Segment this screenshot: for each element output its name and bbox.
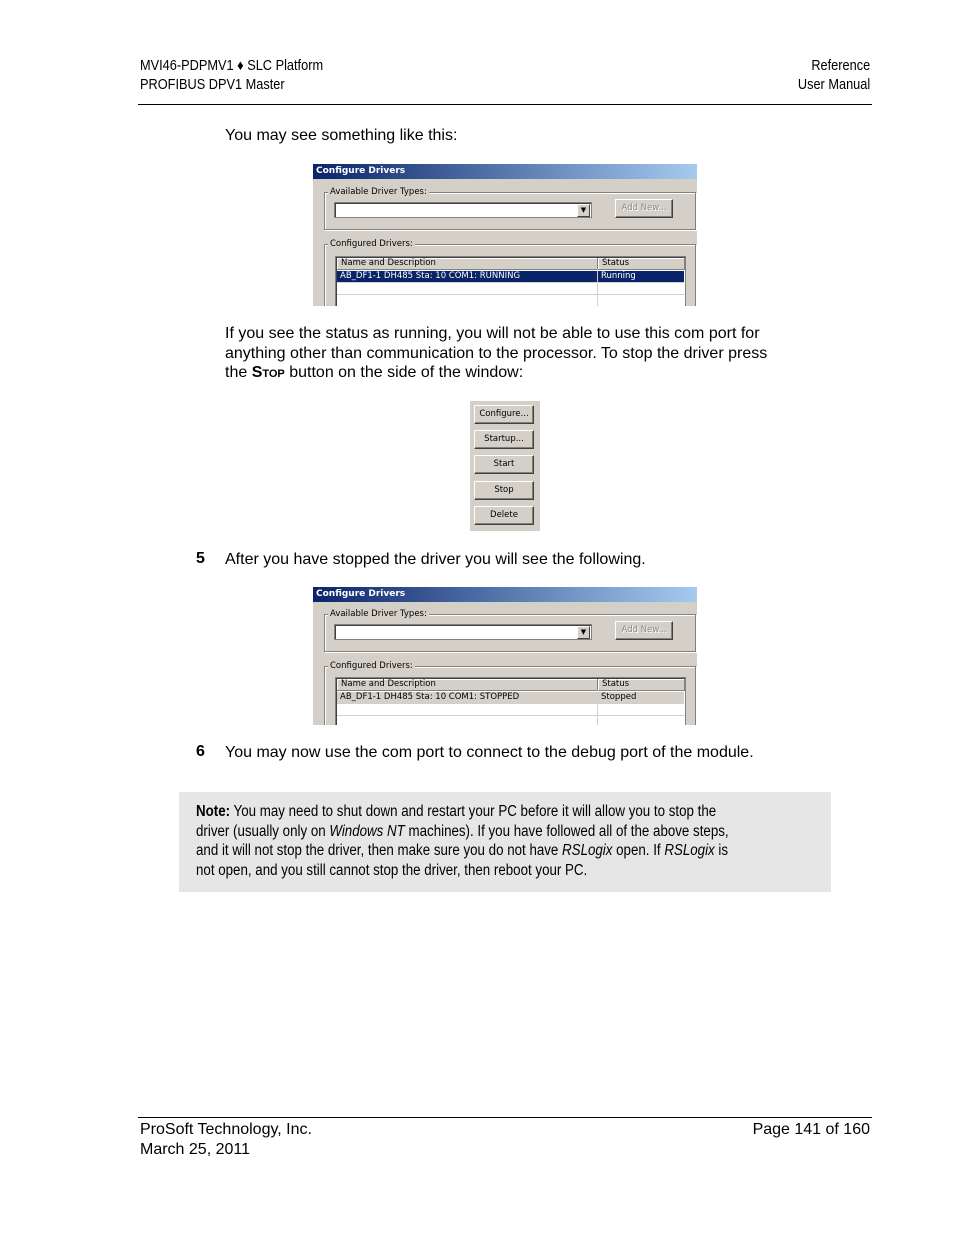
add-new-button[interactable]: Add New... (615, 199, 673, 218)
row-divider (337, 282, 684, 283)
step-text: You may now use the com port to connect to the debug port of the module. (225, 744, 754, 761)
dialog-title: Configure Drivers (313, 164, 697, 179)
header-subtitle: PROFIBUS DPV1 Master (140, 77, 285, 93)
note-segment: machines). If you have followed all of the above steps, and it will not stop the driver, then make sure you do not have (196, 822, 729, 859)
chevron-down-icon[interactable]: ▼ (577, 626, 590, 639)
footer-left (140, 1120, 312, 1159)
configured-drivers-label: Configured Drivers: (330, 239, 413, 249)
delete-button[interactable]: Delete (474, 506, 534, 525)
note-text (196, 802, 746, 880)
header-right (798, 57, 870, 95)
status-paragraph-line: anything other than communication to the processor. To stop the driver press (225, 344, 768, 362)
column-divider (597, 269, 598, 306)
add-new-button[interactable]: Add New... (615, 621, 673, 640)
stop-keyword-initial: S (251, 364, 263, 381)
chevron-down-icon[interactable]: ▼ (577, 204, 590, 217)
header-product: MVI46-PDPMV1 ♦ SLC Platform (140, 58, 324, 74)
row-divider (337, 294, 684, 295)
row-divider (337, 715, 684, 716)
footer-date: March 25, 2011 (140, 1140, 250, 1158)
configure-drivers-dialog-stopped (313, 587, 697, 725)
available-driver-types-label: Available Driver Types: (330, 609, 427, 619)
line-suffix: button on the side of the window: (284, 364, 524, 381)
driver-type-select[interactable] (334, 202, 592, 218)
configured-drivers-list[interactable] (335, 677, 686, 725)
stop-keyword-rest: TOP (262, 368, 285, 380)
status-paragraph-line: If you see the status as running, you will not be able to use this com port for (225, 325, 760, 342)
start-button[interactable]: Start (474, 455, 534, 474)
footer-company: ProSoft Technology, Inc. (140, 1121, 312, 1138)
column-header-name[interactable]: Name and Description (337, 679, 598, 691)
column-divider (597, 690, 598, 725)
driver-actions-panel (470, 401, 540, 531)
intro-text: You may see something like this: (225, 127, 458, 144)
header-divider (138, 104, 872, 105)
note-segment: is not open, and you still cannot stop the driver, then reboot your PC. (196, 842, 729, 879)
status-paragraph (225, 324, 845, 385)
driver-status-cell: Stopped (601, 692, 637, 702)
driver-type-select[interactable] (334, 624, 592, 640)
driver-name-cell: AB_DF1-1 DH485 Sta: 10 COM1: STOPPED (340, 692, 520, 702)
table-row[interactable] (337, 692, 684, 703)
note-segment: open. If (612, 842, 665, 859)
step-number: 6 (196, 743, 205, 760)
row-divider (337, 703, 684, 704)
column-header-status[interactable]: Status (598, 679, 685, 691)
note-emphasis: RSLogix (562, 842, 613, 859)
column-header-status[interactable]: Status (598, 258, 685, 270)
status-paragraph-line (225, 363, 845, 385)
note-emphasis: RSLogix (664, 842, 715, 859)
step-text: After you have stopped the driver you will see the following. (225, 551, 646, 568)
note-box (179, 792, 831, 892)
note-label: Note: (196, 803, 231, 820)
stop-keyword (252, 364, 285, 381)
configure-button[interactable]: Configure... (474, 405, 534, 424)
step-number: 5 (196, 550, 205, 567)
stop-button[interactable]: Stop (474, 481, 534, 500)
footer-page-number: Page 141 of 160 (752, 1121, 870, 1138)
note-segment: You may need to shut down and restart your PC before it will allow you to stop the driver (usually only on (196, 803, 717, 840)
column-header-name[interactable]: Name and Description (337, 258, 598, 270)
driver-status-cell: Running (601, 271, 636, 281)
driver-name-cell: AB_DF1-1 DH485 Sta: 10 COM1: RUNNING (340, 271, 521, 281)
table-row[interactable] (337, 271, 684, 282)
footer-divider (138, 1117, 872, 1118)
header-section: Reference (811, 58, 870, 74)
dialog-title: Configure Drivers (313, 587, 697, 602)
note-emphasis: Windows NT (329, 822, 405, 840)
configured-drivers-label: Configured Drivers: (330, 661, 413, 671)
configure-drivers-dialog-running (313, 164, 697, 306)
header-doc-type: User Manual (797, 77, 870, 93)
header-left (140, 57, 323, 95)
startup-button[interactable]: Startup... (474, 430, 534, 449)
line-prefix: the (225, 364, 252, 381)
available-driver-types-label: Available Driver Types: (330, 187, 427, 197)
configured-drivers-list[interactable] (335, 256, 686, 306)
